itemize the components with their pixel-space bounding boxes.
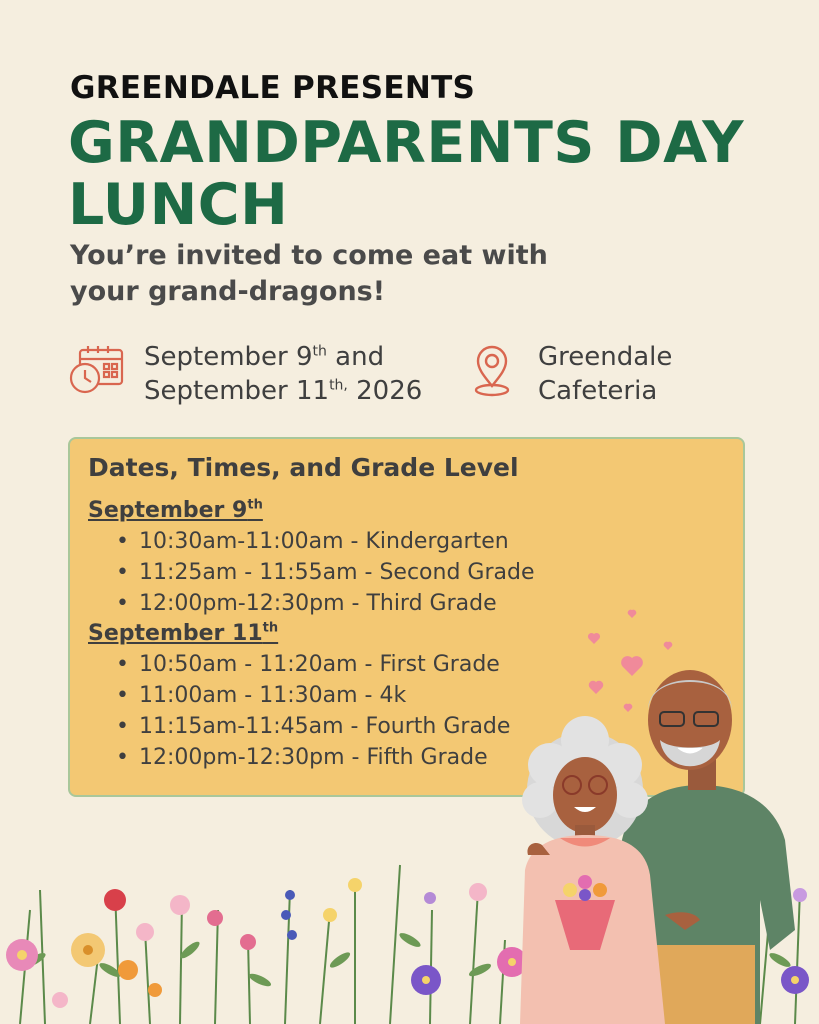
schedule-slot: • 10:50am - 11:20am - First Grade bbox=[88, 649, 725, 680]
schedule-slot: • 11:15am-11:45am - Fourth Grade bbox=[88, 711, 725, 742]
day-2-heading: September 11th bbox=[88, 620, 279, 646]
date-line-1: September 9th and bbox=[144, 342, 385, 372]
location-line-2: Cafeteria bbox=[538, 376, 658, 406]
schedule-heading: Dates, Times, and Grade Level bbox=[88, 453, 519, 482]
schedule-slot: • 12:00pm-12:30pm - Third Grade bbox=[88, 588, 725, 619]
event-location bbox=[462, 340, 672, 408]
invitation-subtitle bbox=[70, 238, 630, 310]
grandparents-illustration bbox=[470, 600, 819, 1024]
schedule-slot: • 10:30am-11:00am - Kindergarten bbox=[88, 526, 725, 557]
calendar-clock-icon bbox=[68, 340, 128, 400]
event-title bbox=[68, 112, 768, 236]
presents-label: GREENDALE PRESENTS bbox=[70, 70, 476, 106]
date-line-2: September $11^{th,}$ 2026 bbox=[144, 376, 423, 406]
schedule-slot: • 12:00pm-12:30pm - Fifth Grade bbox=[88, 742, 725, 773]
map-pin-icon bbox=[462, 340, 522, 400]
subtitle-line-1: You’re invited to come eat with bbox=[70, 240, 548, 271]
location-line-1: Greendale bbox=[538, 342, 673, 372]
subtitle-line-2: your grand-dragons! bbox=[70, 276, 386, 307]
day-1-heading: September 9th bbox=[88, 497, 263, 523]
title-line-1: GRANDPARENTS DAY bbox=[68, 110, 745, 176]
title-line-2: LUNCH bbox=[68, 172, 289, 238]
schedule-slot: • 11:00am - 11:30am - 4k bbox=[88, 680, 725, 711]
event-dates bbox=[68, 340, 422, 408]
schedule-slot: • 11:25am - 11:55am - Second Grade bbox=[88, 557, 725, 588]
